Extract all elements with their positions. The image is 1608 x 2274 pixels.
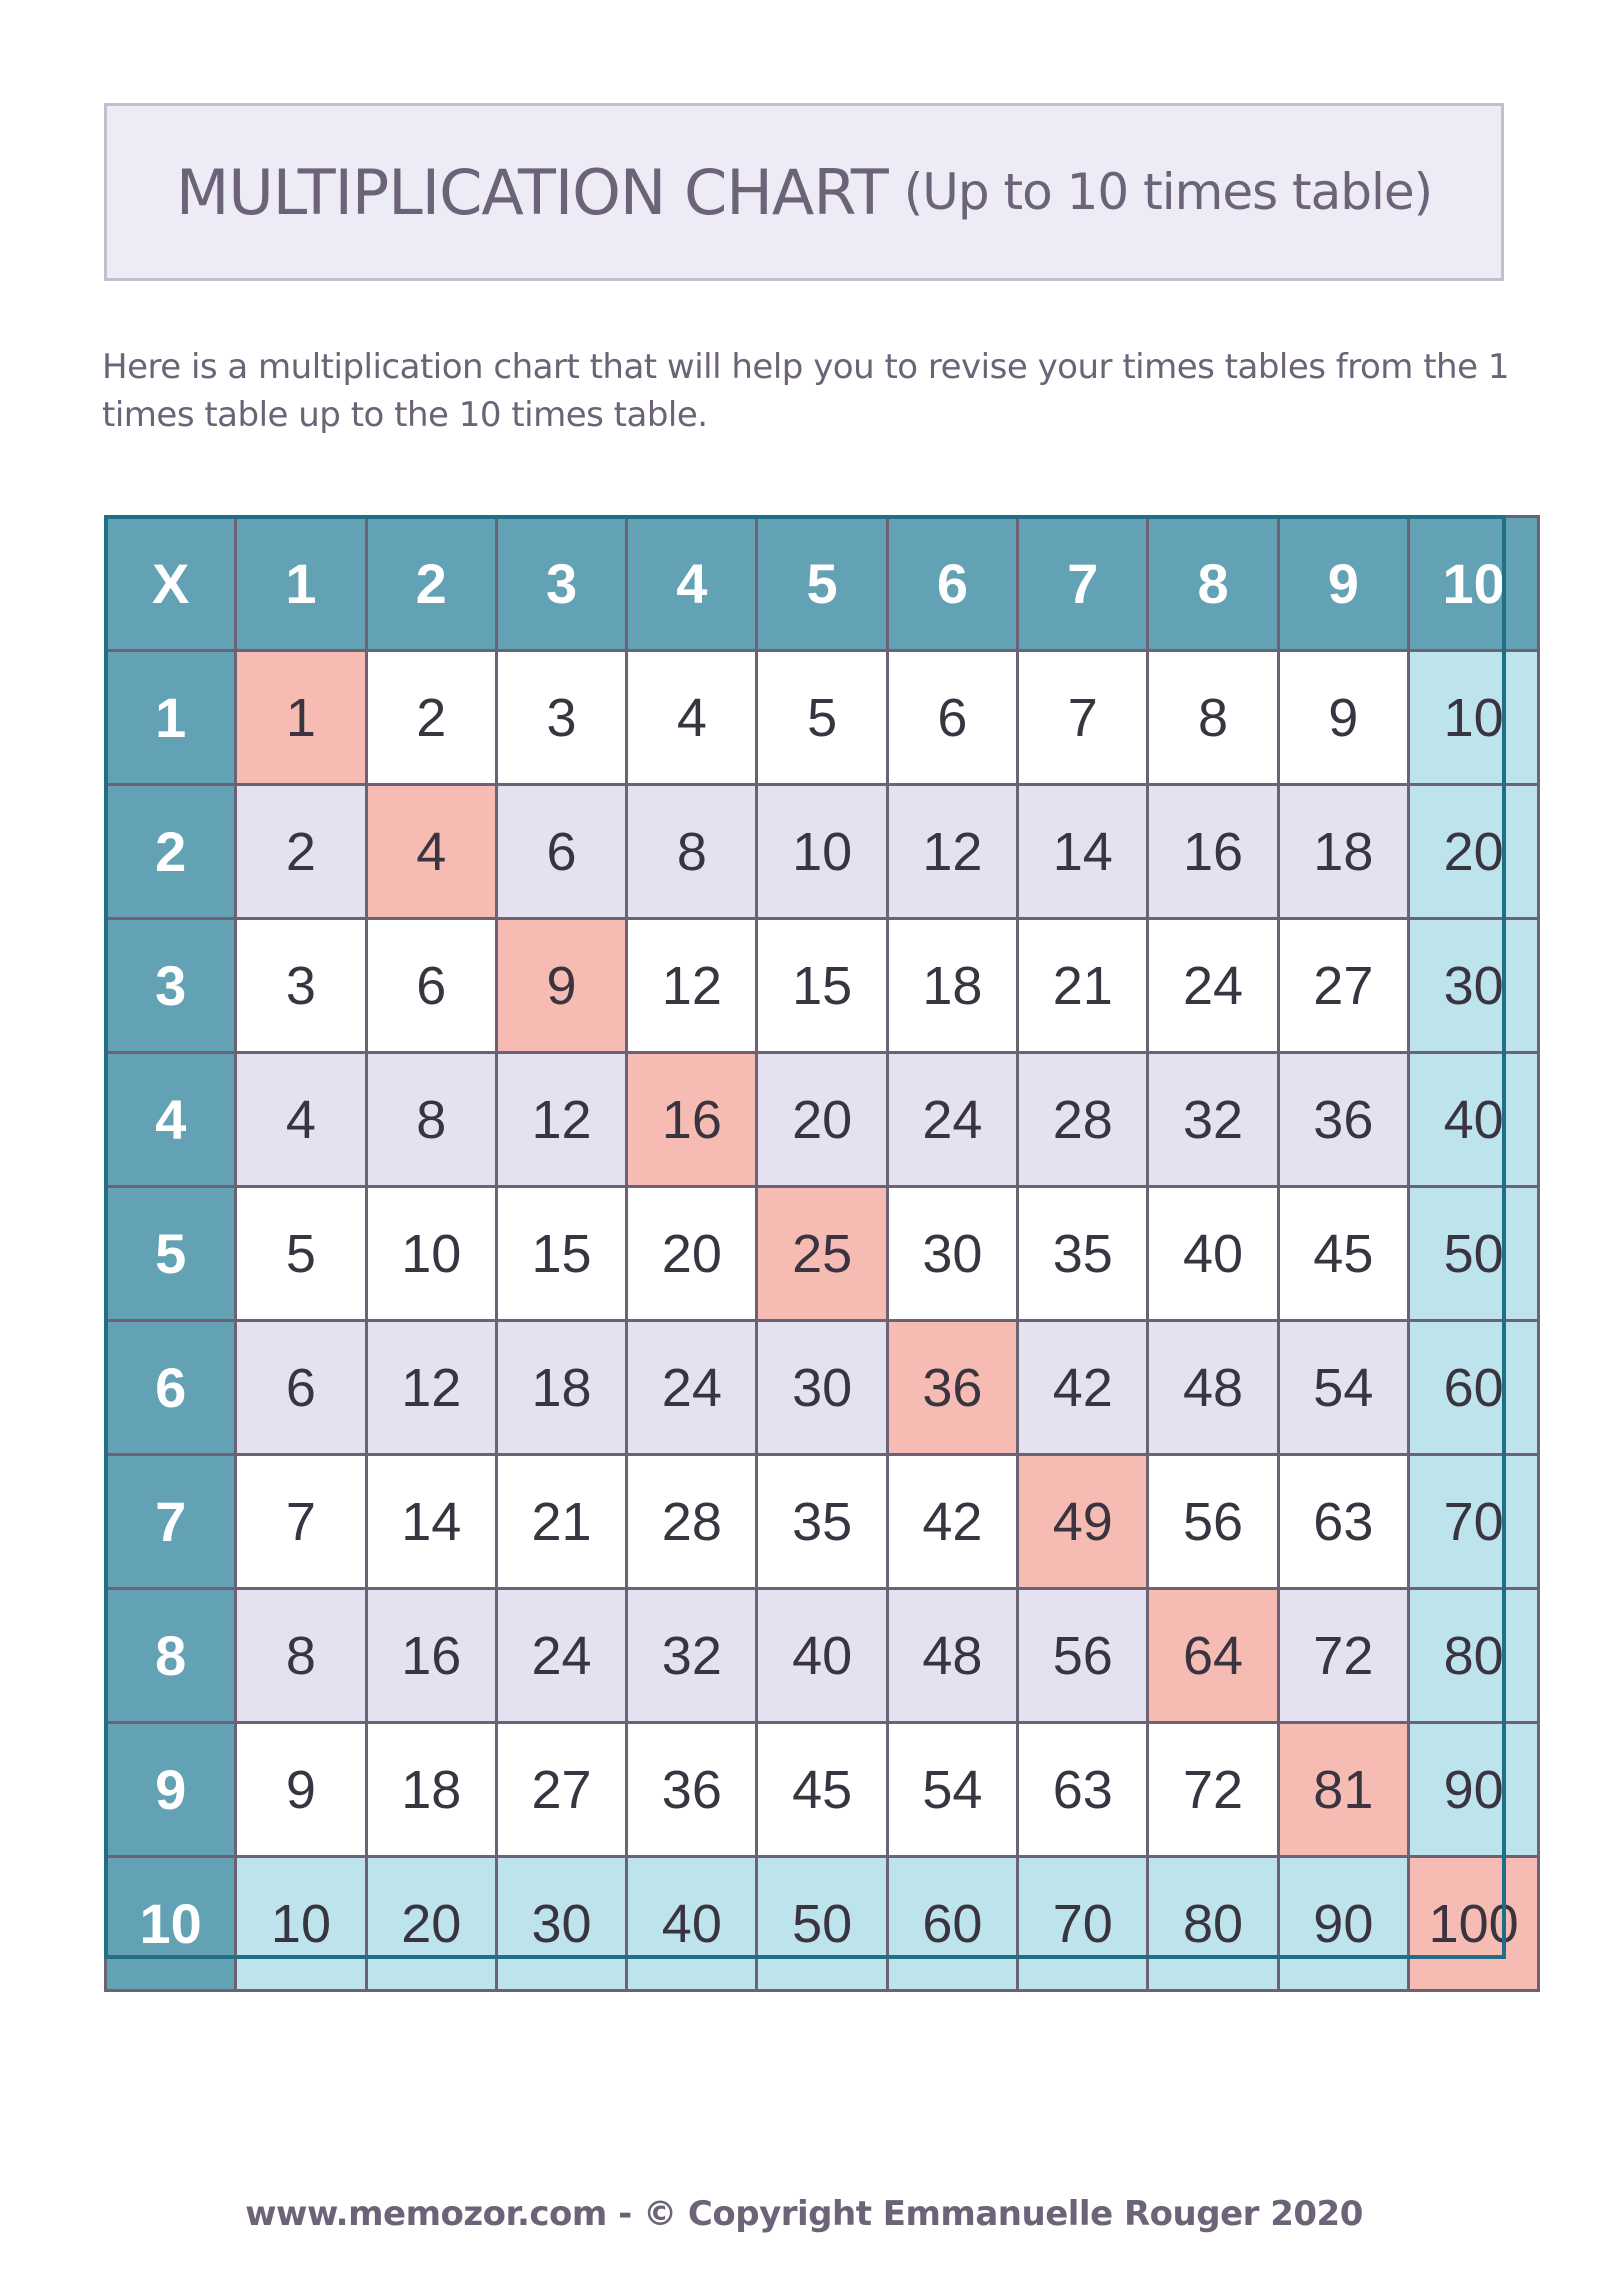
table-cell: 9 xyxy=(237,1724,364,1855)
table-cell: 5 xyxy=(758,652,885,783)
table-cell: 32 xyxy=(1149,1054,1276,1185)
table-cell: 25 xyxy=(758,1188,885,1319)
table-cell: 64 xyxy=(1149,1590,1276,1721)
column-header: 7 xyxy=(1019,518,1146,649)
table-cell: 45 xyxy=(758,1724,885,1855)
table-cell: 6 xyxy=(889,652,1016,783)
title-box xyxy=(104,103,1504,281)
table-cell: 30 xyxy=(498,1858,625,1989)
table-cell: 6 xyxy=(237,1322,364,1453)
table-cell: 48 xyxy=(1149,1322,1276,1453)
footer-copyright: www.memozor.com - © Copyright Emmanuelle Rouger 2020 xyxy=(245,2194,1363,2234)
table-cell: 27 xyxy=(498,1724,625,1855)
table-cell: 1 xyxy=(237,652,364,783)
table-cell: 24 xyxy=(889,1054,1016,1185)
page-subtitle: (Up to 10 times table) xyxy=(903,163,1433,221)
table-cell: 3 xyxy=(237,920,364,1051)
table-cell: 56 xyxy=(1019,1590,1146,1721)
page-title: MULTIPLICATION CHART xyxy=(175,155,888,229)
table-cell: 48 xyxy=(889,1590,1016,1721)
row-header: 10 xyxy=(107,1858,234,1989)
table-cell: 24 xyxy=(628,1322,755,1453)
table-cell: 7 xyxy=(1019,652,1146,783)
table-cell: 40 xyxy=(1149,1188,1276,1319)
table-cell: 32 xyxy=(628,1590,755,1721)
table-cell: 20 xyxy=(1410,786,1537,917)
table-cell: 18 xyxy=(889,920,1016,1051)
row-header: 6 xyxy=(107,1322,234,1453)
table-cell: 21 xyxy=(1019,920,1146,1051)
table-cell: 8 xyxy=(368,1054,495,1185)
table-cell: 60 xyxy=(1410,1322,1537,1453)
table-cell: 12 xyxy=(628,920,755,1051)
table-cell: 40 xyxy=(628,1858,755,1989)
table-cell: 8 xyxy=(628,786,755,917)
table-cell: 12 xyxy=(889,786,1016,917)
table-cell: 90 xyxy=(1280,1858,1407,1989)
table-cell: 6 xyxy=(498,786,625,917)
table-cell: 56 xyxy=(1149,1456,1276,1587)
row-header: 5 xyxy=(107,1188,234,1319)
table-cell: 42 xyxy=(1019,1322,1146,1453)
table-cell: 90 xyxy=(1410,1724,1537,1855)
row-header: 9 xyxy=(107,1724,234,1855)
table-cell: 72 xyxy=(1280,1590,1407,1721)
column-header: 2 xyxy=(368,518,495,649)
table-cell: 18 xyxy=(368,1724,495,1855)
table-cell: 12 xyxy=(368,1322,495,1453)
intro-text: Here is a multiplication chart that will help you to revise your times tables from the 1 times table up to the 10 times table. xyxy=(102,347,1509,435)
column-header: 8 xyxy=(1149,518,1276,649)
table-cell: 16 xyxy=(368,1590,495,1721)
column-header: 1 xyxy=(237,518,364,649)
table-cell: 21 xyxy=(498,1456,625,1587)
column-header: 10 xyxy=(1410,518,1537,649)
row-header: 3 xyxy=(107,920,234,1051)
table-cell: 70 xyxy=(1019,1858,1146,1989)
table-cell: 35 xyxy=(1019,1188,1146,1319)
table-cell: 45 xyxy=(1280,1188,1407,1319)
table-cell: 2 xyxy=(237,786,364,917)
table-cell: 6 xyxy=(368,920,495,1051)
table-cell: 15 xyxy=(758,920,885,1051)
table-cell: 30 xyxy=(1410,920,1537,1051)
table-cell: 24 xyxy=(498,1590,625,1721)
table-cell: 54 xyxy=(889,1724,1016,1855)
table-cell: 40 xyxy=(1410,1054,1537,1185)
column-header: 9 xyxy=(1280,518,1407,649)
table-cell: 15 xyxy=(498,1188,625,1319)
table-cell: 30 xyxy=(889,1188,1016,1319)
table-cell: 40 xyxy=(758,1590,885,1721)
row-header: 7 xyxy=(107,1456,234,1587)
table-cell: 2 xyxy=(368,652,495,783)
table-cell: 14 xyxy=(1019,786,1146,917)
table-cell: 63 xyxy=(1019,1724,1146,1855)
table-cell: 72 xyxy=(1149,1724,1276,1855)
table-cell: 36 xyxy=(628,1724,755,1855)
table-cell: 4 xyxy=(628,652,755,783)
table-cell: 63 xyxy=(1280,1456,1407,1587)
table-cell: 20 xyxy=(368,1858,495,1989)
table-cell: 28 xyxy=(1019,1054,1146,1185)
table-cell: 10 xyxy=(758,786,885,917)
table-cell: 50 xyxy=(1410,1188,1537,1319)
table-cell: 20 xyxy=(758,1054,885,1185)
table-cell: 100 xyxy=(1410,1858,1537,1989)
table-cell: 60 xyxy=(889,1858,1016,1989)
table-cell: 27 xyxy=(1280,920,1407,1051)
table-cell: 10 xyxy=(237,1858,364,1989)
table-cell: 7 xyxy=(237,1456,364,1587)
table-cell: 5 xyxy=(237,1188,364,1319)
row-header: 8 xyxy=(107,1590,234,1721)
table-cell: 81 xyxy=(1280,1724,1407,1855)
column-header: 3 xyxy=(498,518,625,649)
table-cell: 70 xyxy=(1410,1456,1537,1587)
table-cell: 9 xyxy=(498,920,625,1051)
table-cell: 42 xyxy=(889,1456,1016,1587)
table-cell: 36 xyxy=(1280,1054,1407,1185)
table-cell: 20 xyxy=(628,1188,755,1319)
table-cell: 4 xyxy=(368,786,495,917)
table-cell: 54 xyxy=(1280,1322,1407,1453)
table-cell: 36 xyxy=(889,1322,1016,1453)
table-cell: 35 xyxy=(758,1456,885,1587)
table-cell: 10 xyxy=(1410,652,1537,783)
table-cell: 16 xyxy=(628,1054,755,1185)
multiplication-table xyxy=(104,515,1540,1992)
column-header: 4 xyxy=(628,518,755,649)
table-cell: 9 xyxy=(1280,652,1407,783)
table-cell: 18 xyxy=(498,1322,625,1453)
column-header: 5 xyxy=(758,518,885,649)
table-cell: 4 xyxy=(237,1054,364,1185)
table-cell: 49 xyxy=(1019,1456,1146,1587)
row-header: 4 xyxy=(107,1054,234,1185)
table-cell: 16 xyxy=(1149,786,1276,917)
table-cell: 50 xyxy=(758,1858,885,1989)
table-cell: 14 xyxy=(368,1456,495,1587)
table-cell: 3 xyxy=(498,652,625,783)
column-header: 6 xyxy=(889,518,1016,649)
table-cell: 80 xyxy=(1149,1858,1276,1989)
table-cell: 10 xyxy=(368,1188,495,1319)
table-cell: 28 xyxy=(628,1456,755,1587)
row-header: 1 xyxy=(107,652,234,783)
corner-cell: X xyxy=(107,518,234,649)
table-cell: 12 xyxy=(498,1054,625,1185)
table-cell: 24 xyxy=(1149,920,1276,1051)
table-cell: 30 xyxy=(758,1322,885,1453)
row-header: 2 xyxy=(107,786,234,917)
table-cell: 80 xyxy=(1410,1590,1537,1721)
table-cell: 18 xyxy=(1280,786,1407,917)
table-cell: 8 xyxy=(1149,652,1276,783)
table-cell: 8 xyxy=(237,1590,364,1721)
